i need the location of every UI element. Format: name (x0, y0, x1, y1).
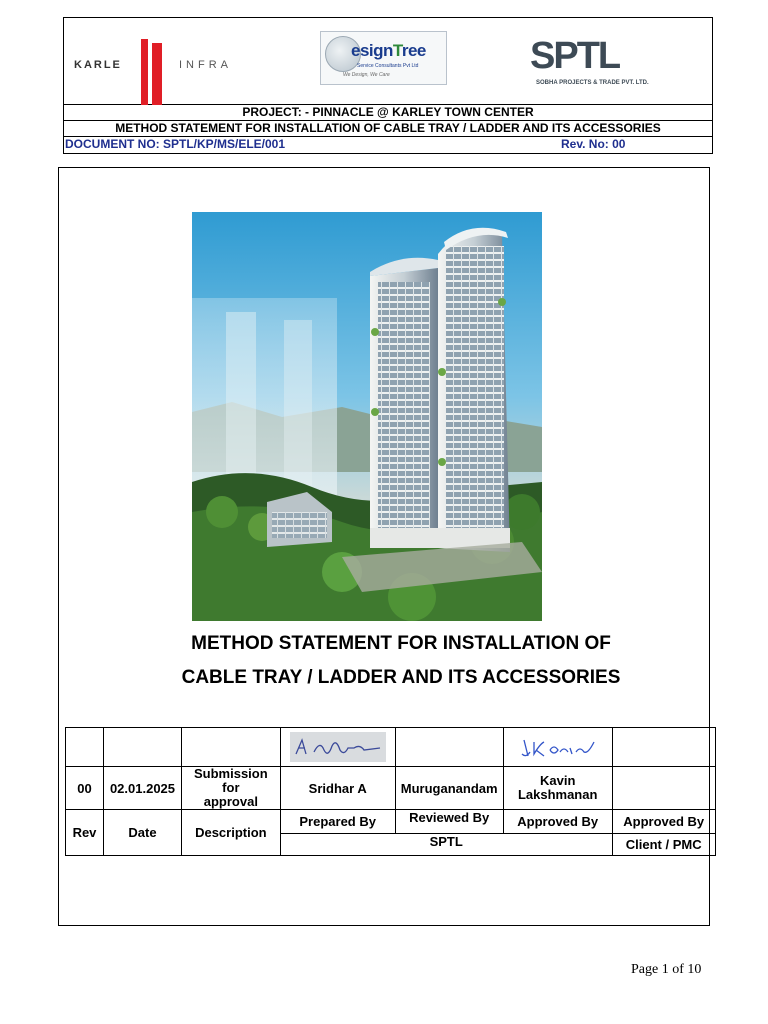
signature-cell-empty (66, 728, 104, 767)
client-approved-by-header: Approved By (612, 810, 715, 834)
cover-title-line-2: CABLE TRAY / LADDER AND ITS ACCESSORIES (181, 667, 621, 688)
approved-by-header: Approved By (503, 810, 612, 834)
client-pmc-label: Client / PMC (612, 834, 715, 856)
rev-value: 00 (66, 767, 104, 810)
statement-line: METHOD STATEMENT FOR INSTALLATION OF CABLE TRAY / LADDER AND ITS ACCESSORIES (64, 121, 712, 137)
role-header-row (66, 810, 716, 834)
document-header (63, 17, 713, 154)
document-number-row (64, 137, 712, 153)
date-header: Date (104, 810, 182, 856)
client-approved-by-value (612, 767, 715, 810)
karle-logo-bar-right (152, 43, 162, 105)
rev-header: Rev (66, 810, 104, 856)
revision-number: Rev. No: 00 (561, 137, 626, 151)
date-value: 02.01.2025 (104, 767, 182, 810)
logo-row (64, 18, 712, 105)
project-line: PROJECT: - PINNACLE @ KARLEY TOWN CENTER (64, 105, 712, 121)
designtree-logo-tagline: We Design, We Care (343, 72, 390, 78)
signature-cell-empty (182, 728, 281, 767)
approval-table (65, 727, 716, 856)
revision-row (66, 767, 716, 810)
signature-row (66, 728, 716, 767)
approved-by-signature-cell (503, 728, 612, 767)
cover-title-line-1: METHOD STATEMENT FOR INSTALLATION OF (191, 633, 611, 654)
prepared-by-signature-cell (280, 728, 395, 767)
document-number: DOCUMENT NO: SPTL/KP/MS/ELE/001 (65, 137, 286, 151)
designtree-logo-wordmark: esignTree (351, 41, 426, 60)
prepared-by-value: Sridhar A (280, 767, 395, 810)
page-number: Page 1 of 10 (631, 962, 702, 977)
sptl-logo (530, 36, 656, 92)
description-header: Description (182, 810, 281, 856)
reviewed-by-value: Muruganandam (395, 767, 503, 810)
prepared-by-header: Prepared By (280, 810, 395, 834)
approved-by-signature (518, 734, 598, 760)
sptl-organisation-label: SPTL (280, 834, 612, 856)
designtree-logo (320, 31, 447, 85)
designtree-logo-subtitle: Service Consultants Pvt Ltd (357, 63, 419, 69)
description-value: Submission for approval (182, 767, 281, 810)
signature-cell-empty (104, 728, 182, 767)
approved-by-value: Kavin Lakshmanan (503, 767, 612, 810)
karle-logo-word: KARLE (74, 59, 122, 71)
infra-logo-word: INFRA (179, 59, 232, 71)
karle-logo-bar-left (141, 39, 148, 105)
signature-cell-empty (612, 728, 715, 767)
sptl-logo-subtitle: SOBHA PROJECTS & TRADE PVT. LTD. (536, 80, 649, 86)
reviewed-by-header: Reviewed By (395, 810, 503, 834)
prepared-by-signature (290, 732, 386, 762)
karle-infra-logo (74, 28, 234, 96)
signature-cell-empty (395, 728, 503, 767)
sptl-logo-wordmark: SPTL (530, 35, 620, 77)
building-photo (192, 212, 542, 621)
